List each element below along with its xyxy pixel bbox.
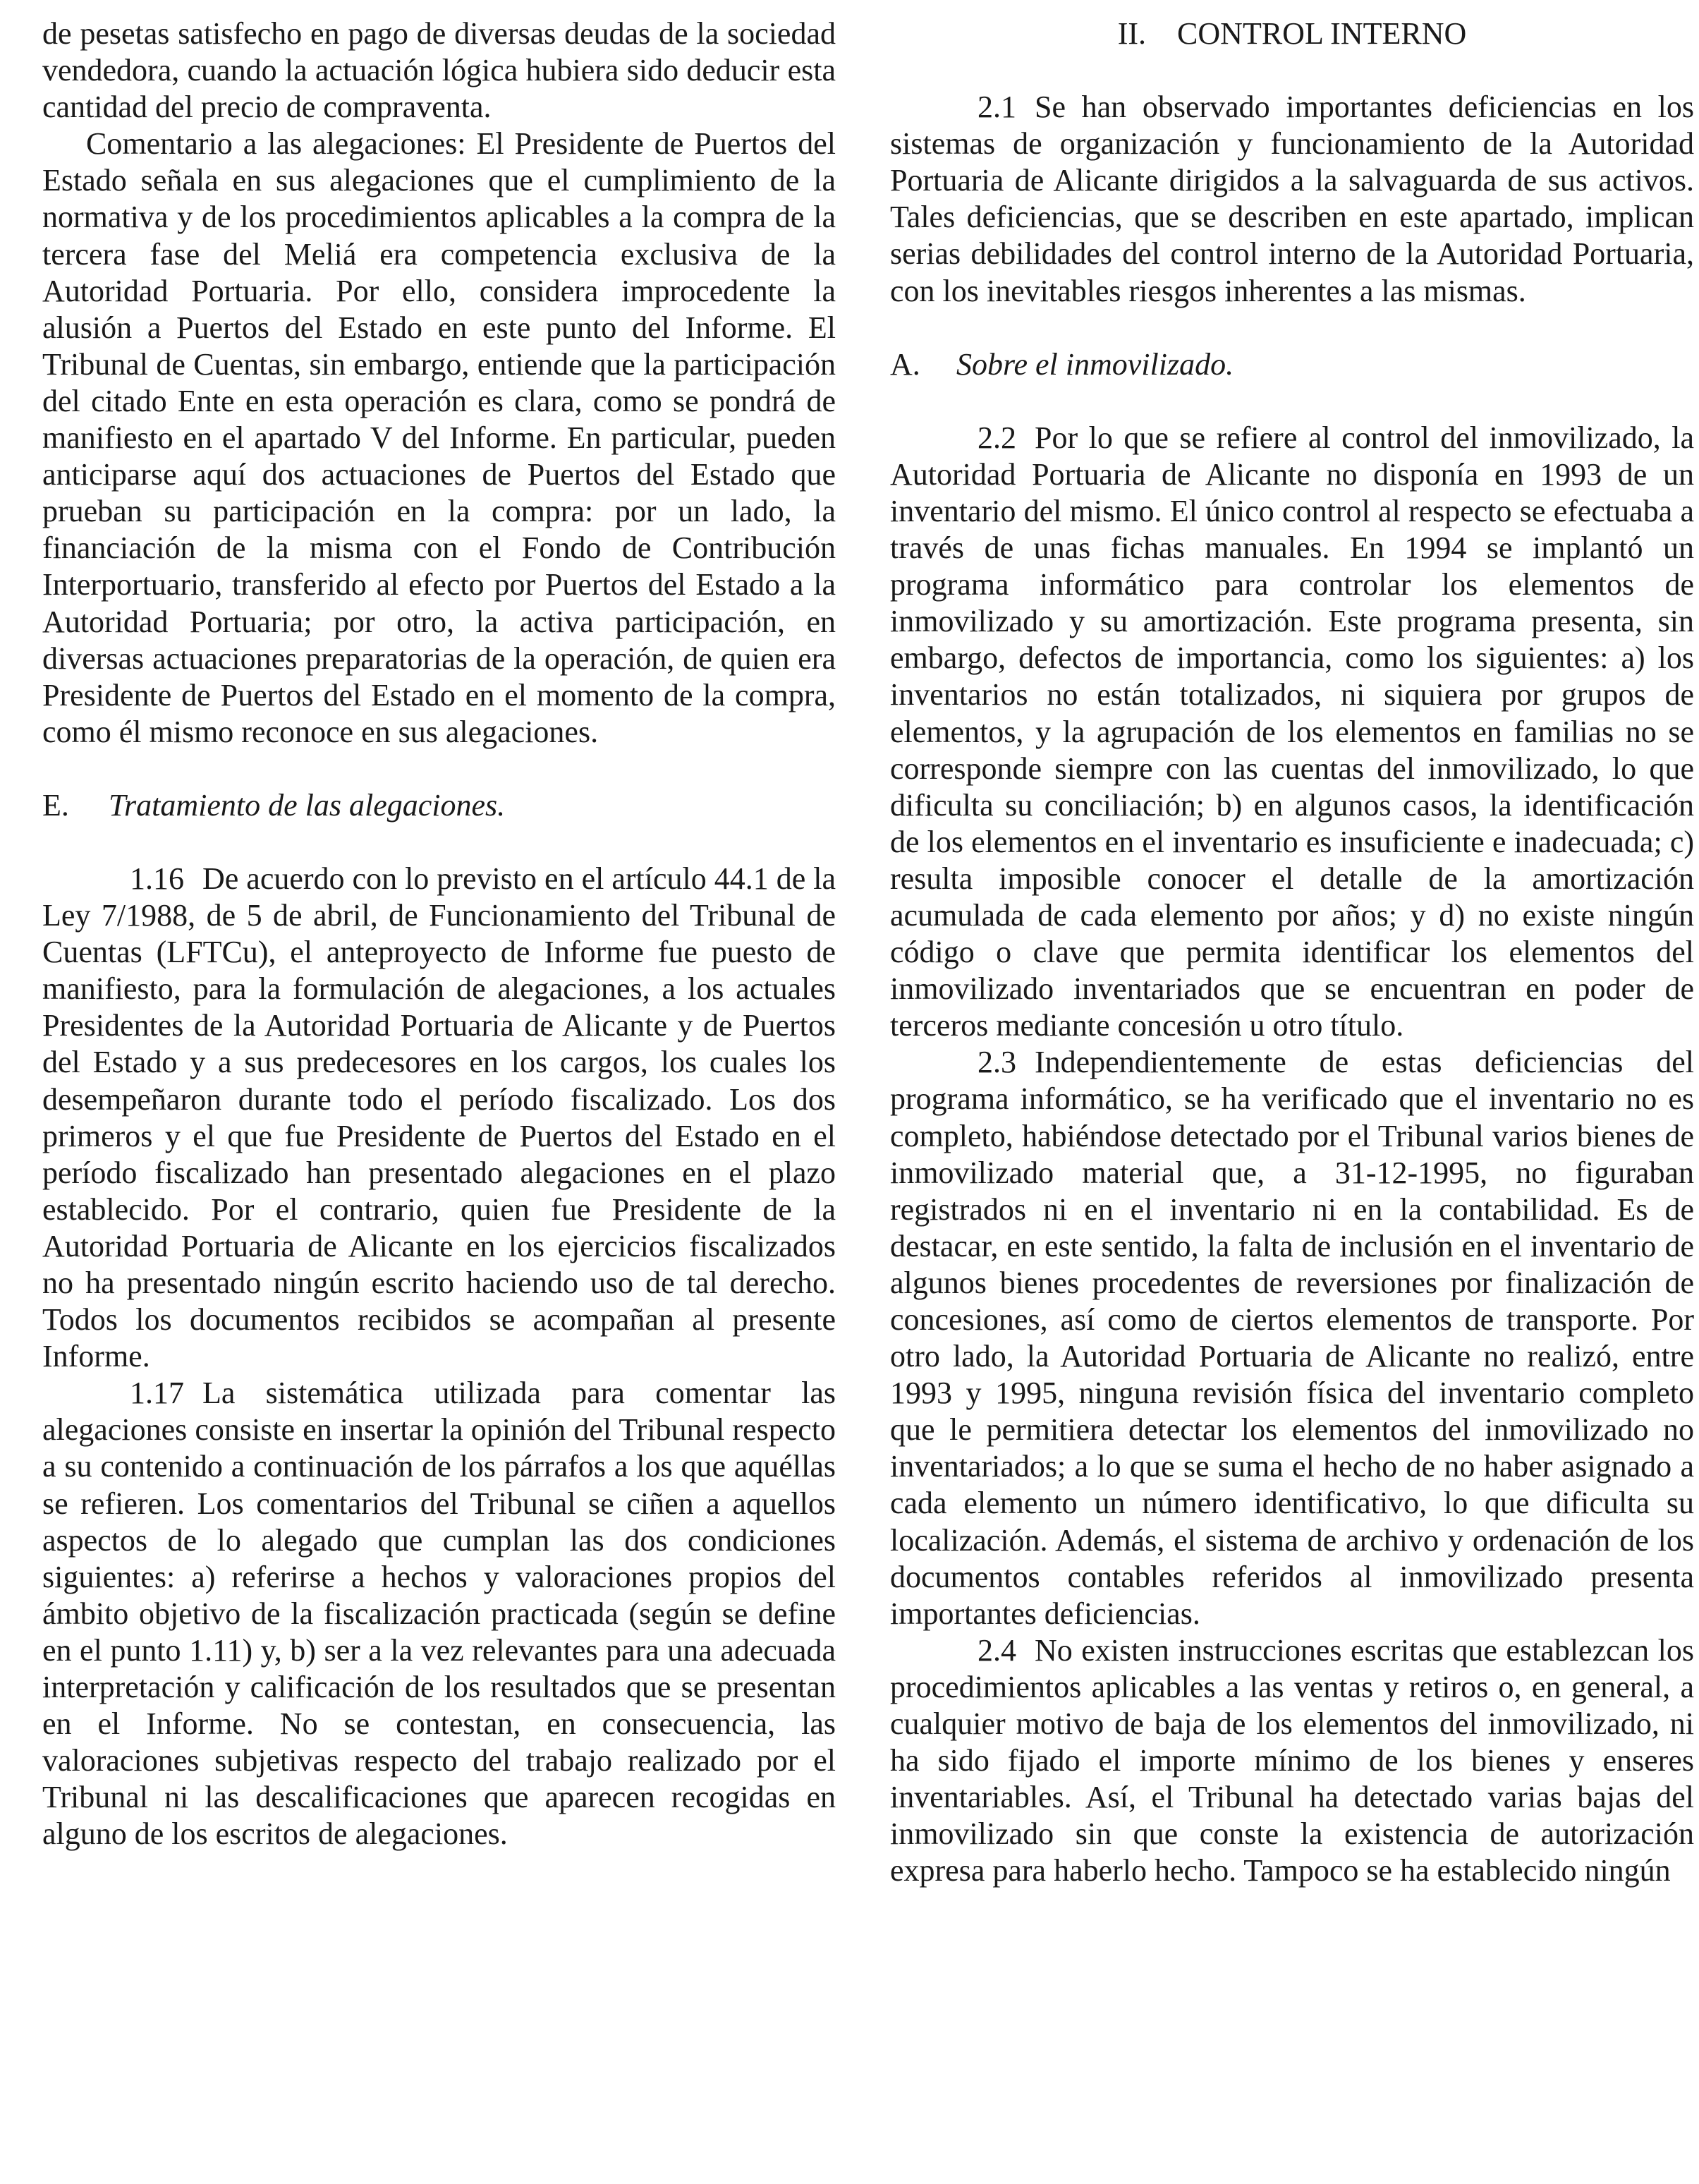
paragraph-text: La sistemática utilizada para comentar las alegaciones consiste en insertar la opinión del Tribunal respecto a su contenido a continuación de los párrafos a los que aquéllas se refieren. Los comentarios del Tribunal se ciñen a aquellos aspectos de lo alegado que cumplan las dos condiciones siguientes: a) referirse a hechos y valoraciones propios del ámbito objetivo de la fiscalización practicada (según se define en el punto 1.11) y, b) ser a la vez relevantes para una adecuada interpretación y calificación de los resultados que se presentan en el Informe. No se contestan, en consecuencia, las valoraciones subjetivas respecto del trabajo realizado por el Tribunal ni las descalificaciones que aparecen recogidas en alguno de los escritos de alegaciones. xyxy=(42,1376,836,1852)
section-heading-e xyxy=(42,787,836,824)
paragraph-2-2 xyxy=(890,420,1694,1045)
paragraph-1-17 xyxy=(42,1375,836,1852)
section-title: Sobre el inmovilizado. xyxy=(956,346,1234,382)
paragraph-number: 1.17 xyxy=(130,1376,184,1411)
section-letter: E. xyxy=(42,787,69,823)
paragraph-2-1 xyxy=(890,89,1694,310)
section-heading-a xyxy=(890,346,1694,383)
section-letter: A. xyxy=(890,346,920,382)
paragraph-number: 2.2 xyxy=(978,420,1016,455)
paragraph-2-3 xyxy=(890,1044,1694,1632)
paragraph-number: 1.16 xyxy=(130,861,184,896)
paragraph-number: 2.4 xyxy=(978,1632,1016,1668)
paragraph-1-16 xyxy=(42,861,836,1375)
paragraph-text: De acuerdo con lo previsto en el artículo 44.1 de la Ley 7/1988, de 5 de abril, de Funcionamiento del Tribunal de Cuentas (LFTCu), el anteproyecto de Informe fue puesto de manifiesto, para la formulación de alegaciones, a los actuales Presidentes de la Autoridad Portuaria de Alicante y de Puertos del Estado y a sus predecesores en los cargos, los cuales los desempeñaron durante todo el período fiscalizado. Los dos primeros y el que fue Presidente de Puertos del Estado en el período fiscalizado han presentado alegaciones en el plazo establecido. Por el contrario, quien fue Presidente de la Autoridad Portuaria de Alicante en los ejercicios fiscalizados no ha presentado ningún escrito haciendo uso de tal derecho. Todos los documentos recibidos se acompañan al presente Informe. xyxy=(42,861,836,1374)
paragraph-text: Por lo que se refiere al control del inmovilizado, la Autoridad Portuaria de Alicante no disponía en 1993 de un inventario del mismo. El único control al respecto se efectuaba a través de unas fichas manuales. En 1994 se implantó un programa informático para controlar los elementos de inmovilizado y su amortización. Este programa presenta, sin embargo, defectos de importancia, como los siguientes: a) los inventarios no están totalizados, ni siquiera por grupos de elementos, y la agrupación de los elementos en familias no se corresponde siempre con las cuentas del inmovilizado, lo que dificulta su conciliación; b) en algunos casos, la identificación de los elementos en el inventario es insuficiente e inadecuada; c) resulta imposible conocer el detalle de la amortización acumulada de cada elemento por años; y d) no existe ningún código o clave que permita identificar los elementos del inmovilizado inventariados que se encuentran en poder de terceros mediante concesión u otro título. xyxy=(890,420,1694,1043)
paragraph-2-4 xyxy=(890,1632,1694,1890)
paragraph-text: Se han observado importantes deficiencias en los sistemas de organización y funcionamiento de la Autoridad Portuaria de Alicante dirigidos a la salvaguarda de sus activos. Tales deficiencias, que se describen en este apartado, implican serias debilidades del control interno de la Autoridad Portuaria, con los inevitables riesgos inherentes a las mismas. xyxy=(890,90,1694,308)
paragraph-text: No existen instrucciones escritas que establezcan los procedimientos aplicables a las ventas y retiros o, en general, a cualquier motivo de baja de los elementos del inmovilizado, ni ha sido fijado el importe mínimo de los bienes y enseres inventariables. Así, el Tribunal ha detectado varias bajas del inmovilizado sin que conste la existencia de autorización expresa para haberlo hecho. Tampoco se ha establecido ningún xyxy=(890,1632,1694,1888)
paragraph-number: 2.3 xyxy=(978,1045,1016,1080)
right-column xyxy=(890,16,1694,1890)
paragraph-continuation: de pesetas satisfecho en pago de diversas deudas de la sociedad vendedora, cuando la actuación lógica hubiera sido deducir esta cantidad del precio de compraventa. xyxy=(42,16,836,125)
paragraph-number: 2.1 xyxy=(978,90,1016,125)
chapter-title: II. CONTROL INTERNO xyxy=(1117,16,1467,51)
section-title: Tratamiento de las alegaciones. xyxy=(109,787,506,823)
left-column xyxy=(42,16,836,1853)
paragraph-text: Independientemente de estas deficiencias del programa informático, se ha verificado que el inventario no es completo, habiéndose detectado por el Tribunal varios bienes de inmovilizado material que, a 31-12-1995, no figuraban registrados ni en el inventario ni en la contabilidad. Es de destacar, en este sentido, la falta de inclusión en el inventario de algunos bienes procedentes de reversiones por finalización de concesiones, así como de ciertos elementos de transporte. Por otro lado, la Autoridad Portuaria de Alicante no realizó, entre 1993 y 1995, ninguna revisión física del inventario completo que le permitiera detectar los elementos del inmovilizado no inventariados; a lo que se suma el hecho de no haber asignado a cada elemento un número identificativo, lo que dificulta su localización. Además, el sistema de archivo y ordenación de los documentos contables referidos al inmovilizado presenta importantes deficiencias. xyxy=(890,1045,1694,1631)
paragraph-comentario: Comentario a las alegaciones: El Presidente de Puertos del Estado señala en sus alegaciones que el cumplimiento de la normativa y de los procedimientos aplicables a la compra de la tercera fase del Meliá era competencia exclusiva de la Autoridad Portuaria. Por ello, considera improcedente la alusión a Puertos del Estado en este punto del Informe. El Tribunal de Cuentas, sin embargo, entiende que la participación del citado Ente en esta operación es clara, como se pondrá de manifiesto en el apartado V del Informe. En particular, pueden anticiparse aquí dos actuaciones de Puertos del Estado que prueban su participación en la compra: por un lado, la financiación de la misma con el Fondo de Contribución Interportuario, transferido al efecto por Puertos del Estado a la Autoridad Portuaria; por otro, la activa participación, en diversas actuaciones preparatorias de la operación, de quien era Presidente de Puertos del Estado en el momento de la compra, como él mismo reconoce en sus alegaciones. xyxy=(42,126,836,749)
